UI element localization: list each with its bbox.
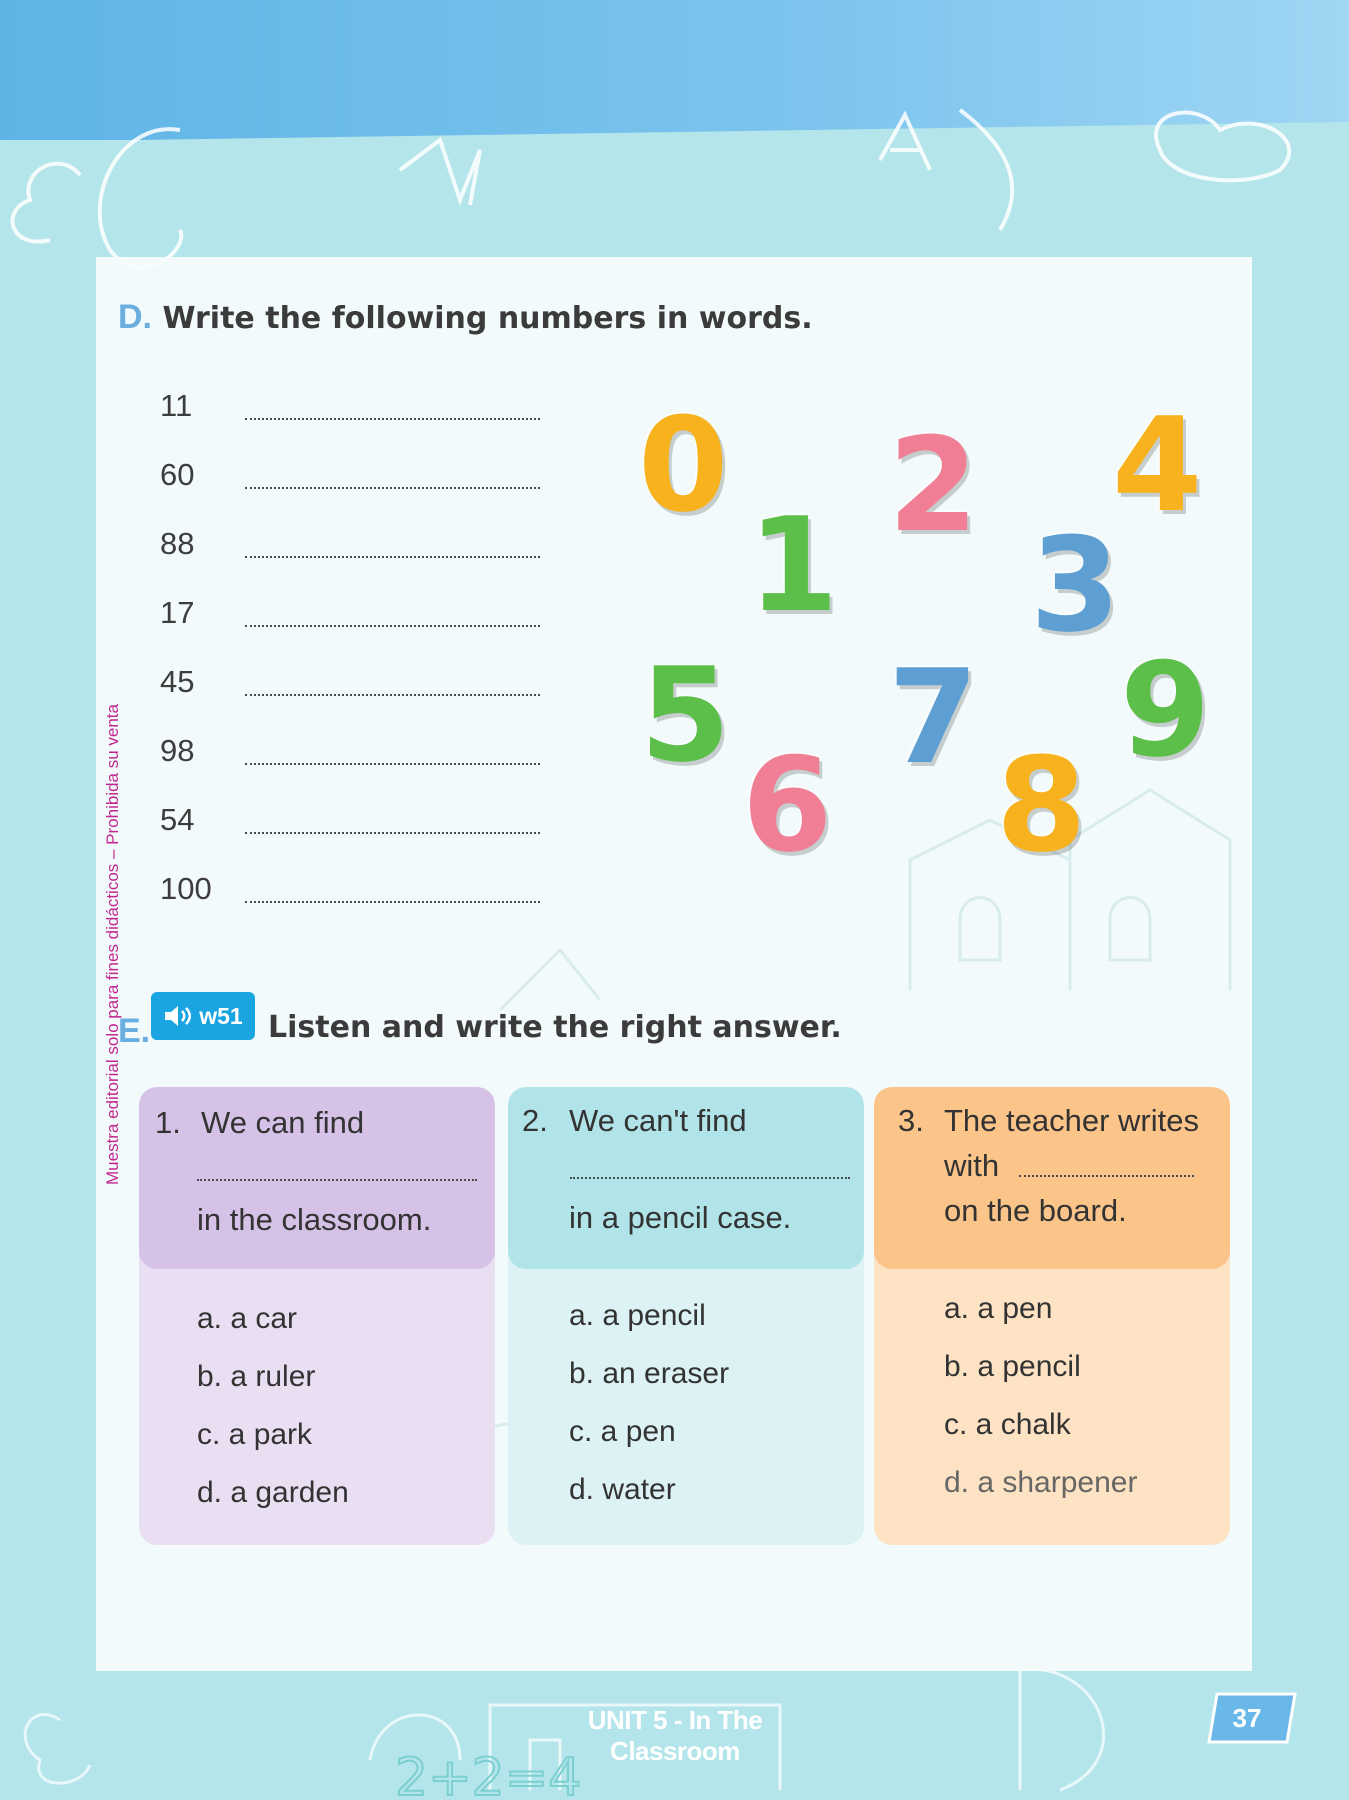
- q3-line3: on the board.: [944, 1193, 1127, 1228]
- number-row: [160, 388, 590, 428]
- audio-track-button[interactable]: [151, 992, 255, 1040]
- q2-number: 2.: [522, 1103, 548, 1138]
- number-answer-line[interactable]: [245, 694, 540, 696]
- q3-line2: with: [944, 1148, 1000, 1183]
- section-e-instruction: Listen and write the right answer.: [268, 1010, 842, 1045]
- q3-line1: The teacher writes: [944, 1103, 1199, 1138]
- section-d-instruction: Write the following numbers in words.: [162, 301, 813, 336]
- number-answer-line[interactable]: [245, 625, 540, 627]
- digit-8: 8: [996, 729, 1087, 881]
- q3-option-b: b. a pencil: [944, 1350, 1081, 1383]
- q2-option-b: b. an eraser: [569, 1357, 730, 1390]
- q3-answer-line[interactable]: [1019, 1175, 1194, 1177]
- q1-number: 1.: [155, 1105, 181, 1140]
- q1-line1: We can find: [201, 1105, 365, 1140]
- digit-6: 6: [742, 729, 833, 881]
- top-header-band: [0, 0, 1349, 140]
- section-e-letter-wrap: [118, 1012, 150, 1051]
- audio-track-label: w51: [199, 1002, 243, 1029]
- q1-option-d: d. a garden: [197, 1476, 349, 1509]
- q2-option-c: c. a pen: [569, 1415, 676, 1448]
- number-value: 54: [160, 802, 195, 837]
- q1-option-a: a. a car: [197, 1302, 298, 1335]
- number-value: 88: [160, 526, 195, 561]
- q3-option-a: a. a pen: [944, 1292, 1053, 1325]
- number-answer-line[interactable]: [245, 418, 540, 420]
- editorial-watermark: Muestra editorial solo para fines didácticos – Prohibida su venta: [103, 704, 122, 1185]
- number-value: 17: [160, 595, 195, 630]
- number-value: 60: [160, 457, 195, 492]
- number-row: [160, 526, 590, 566]
- digit-4: 4: [1112, 389, 1203, 541]
- number-row: [160, 457, 590, 497]
- q1-option-b: b. a ruler: [197, 1360, 316, 1393]
- number-value: 100: [160, 871, 212, 906]
- q3-option-c: c. a chalk: [944, 1408, 1071, 1441]
- digit-0: 0: [638, 389, 729, 541]
- digit-2: 2: [888, 409, 979, 561]
- section-d-letter: D.: [118, 298, 152, 336]
- section-e-letter: E.: [118, 1012, 151, 1050]
- svg-text:2+2=4: 2+2=4: [395, 1748, 582, 1800]
- number-value: 11: [160, 388, 193, 423]
- q2-line1: We can't find: [569, 1103, 747, 1138]
- question-card-3: [874, 1087, 1230, 1545]
- number-row: [160, 871, 590, 911]
- number-row: [160, 802, 590, 842]
- page-number-badge: [1207, 1692, 1297, 1744]
- q1-line3: in the classroom.: [197, 1202, 432, 1237]
- number-value: 45: [160, 664, 195, 699]
- unit-title-footer: UNIT 5 - In The Classroom: [587, 1705, 763, 1766]
- number-answer-line[interactable]: [245, 556, 540, 558]
- number-digits-illustration: [630, 389, 1230, 900]
- digit-1: 1: [748, 489, 839, 641]
- number-row: [160, 664, 590, 704]
- digit-3: 3: [1030, 509, 1121, 661]
- q2-option-a: a. a pencil: [569, 1299, 706, 1332]
- q2-answer-line[interactable]: [570, 1177, 850, 1179]
- speaker-icon: [163, 1003, 193, 1029]
- number-answer-line[interactable]: [245, 901, 540, 903]
- question-card-2: [508, 1087, 864, 1545]
- number-row: [160, 595, 590, 635]
- page-number: 37: [1232, 1703, 1262, 1733]
- question-card-1: [139, 1087, 495, 1545]
- digit-9: 9: [1120, 634, 1211, 786]
- q2-line3: in a pencil case.: [569, 1200, 792, 1235]
- number-answer-line[interactable]: [245, 763, 540, 765]
- number-answer-line[interactable]: [245, 487, 540, 489]
- number-value: 98: [160, 733, 195, 768]
- q1-answer-line[interactable]: [197, 1179, 477, 1181]
- digit-5: 5: [640, 639, 731, 791]
- q2-option-d: d. water: [569, 1473, 676, 1506]
- q1-option-c: c. a park: [197, 1418, 313, 1451]
- q3-option-d: d. a sharpener: [944, 1466, 1138, 1499]
- number-answer-line[interactable]: [245, 832, 540, 834]
- digit-7: 7: [888, 641, 979, 793]
- q3-number: 3.: [898, 1103, 924, 1138]
- section-d-heading: [118, 298, 813, 337]
- number-row: [160, 733, 590, 773]
